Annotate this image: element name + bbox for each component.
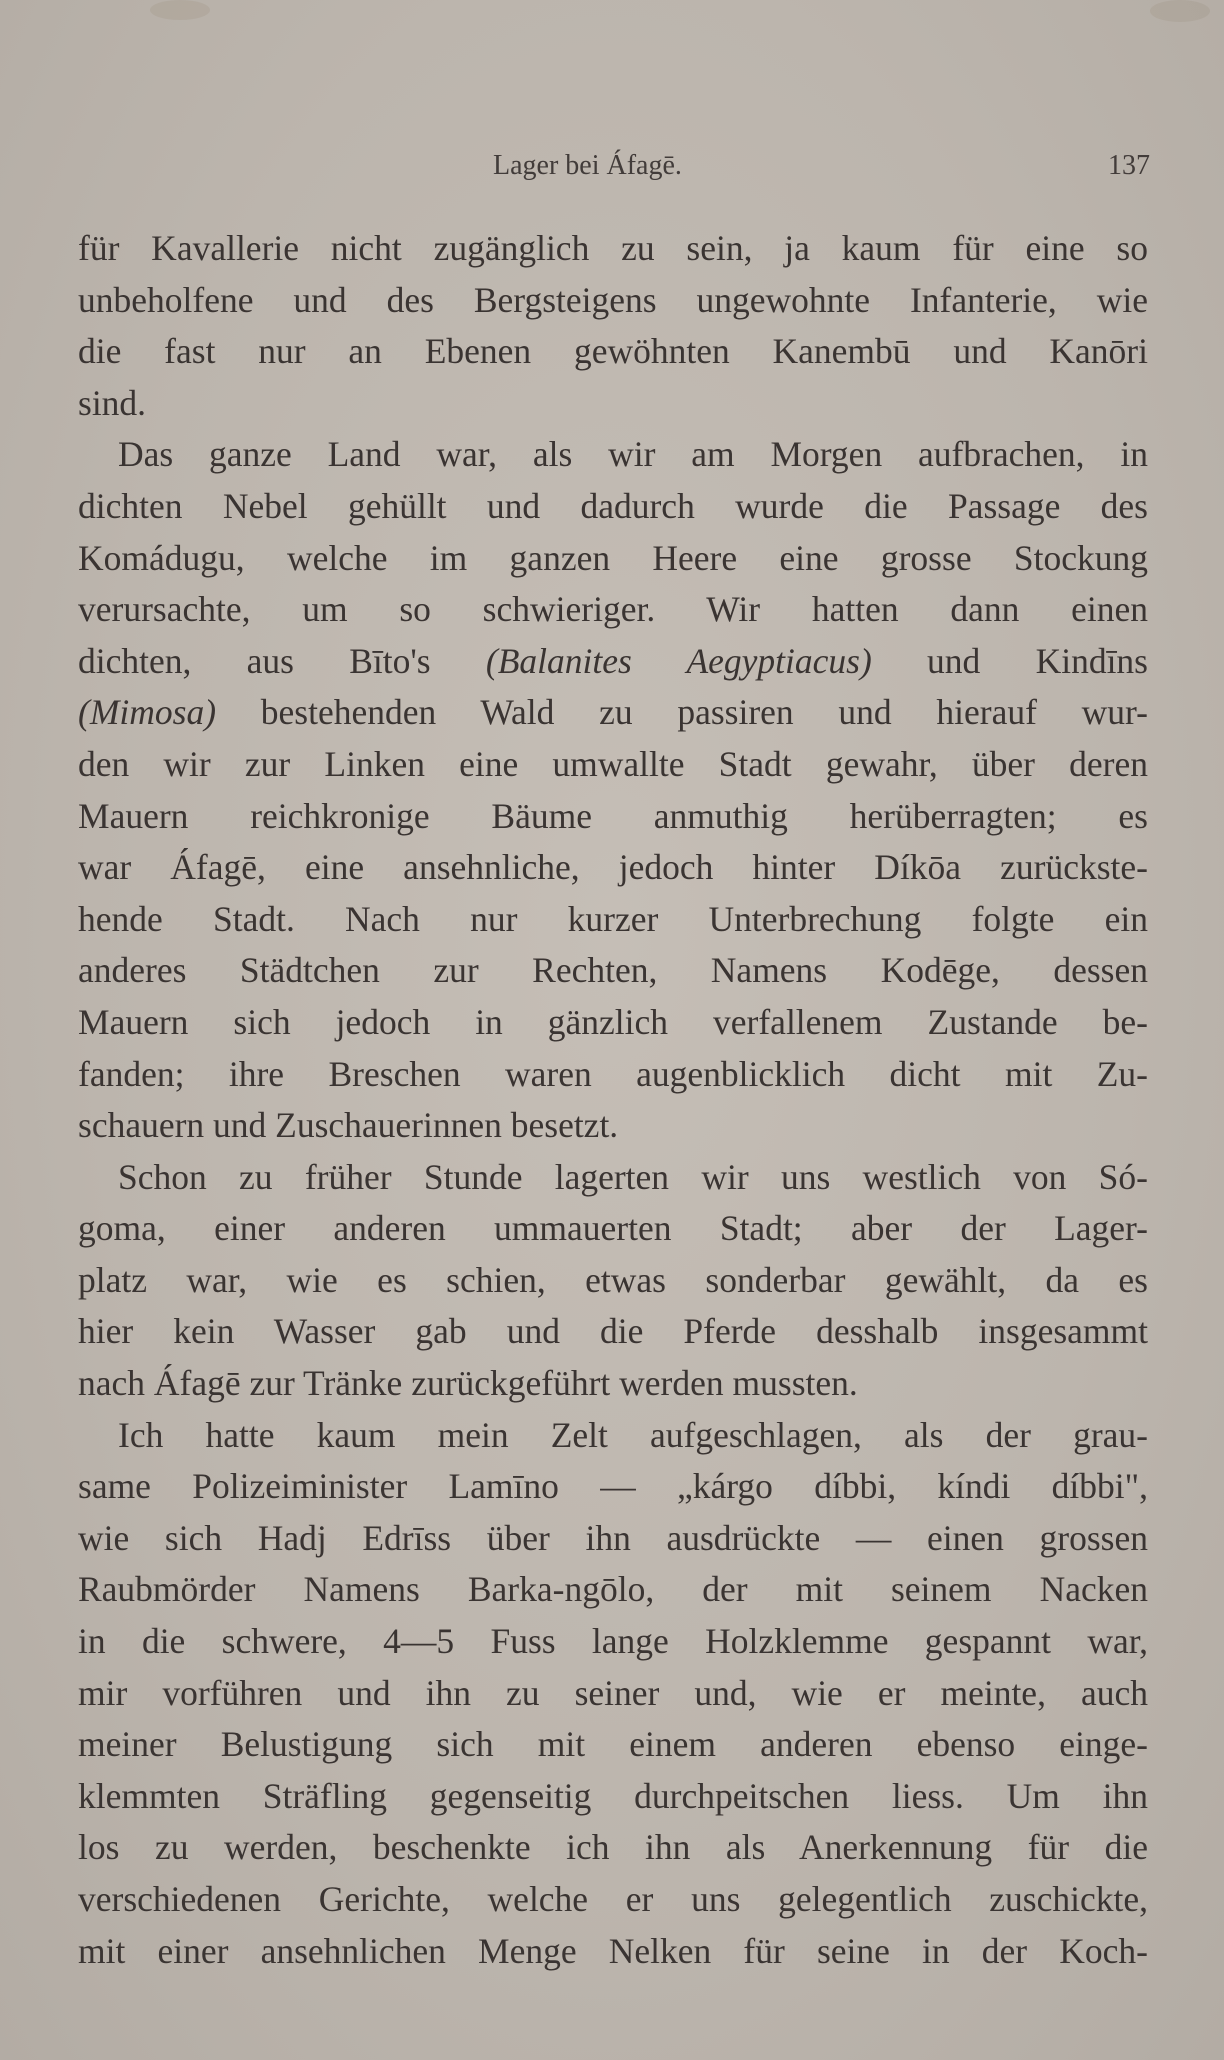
page-header — [78, 150, 1150, 190]
text-line: verursachte, um so schwieriger. Wir hatten dann einen — [78, 589, 1148, 630]
text-line: anderes Städtchen zur Rechten, Namens Kodēge, dessen — [78, 950, 1148, 991]
text-line: mit einer ansehnlichen Menge Nelken für seine in der Koch- — [78, 1930, 1148, 1971]
running-title: Lager bei Áfagē. — [493, 150, 682, 181]
text-line: sind. — [78, 382, 147, 423]
text-line: für Kavallerie nicht zugänglich zu sein, ja kaum für eine so — [78, 228, 1148, 268]
italic-term: (Balanites Aegyptiacus) — [485, 640, 872, 681]
text-line: dichten Nebel gehüllt und dadurch wurde die Passage des — [78, 485, 1148, 526]
text-line: hende Stadt. Nach nur kurzer Unterbrechung folgte ein — [78, 898, 1148, 939]
text-line: Schon zu früher Stunde lagerten wir uns westlich von Só- — [118, 1156, 1148, 1197]
text-line: goma, einer anderen ummauerten Stadt; aber der Lager- — [78, 1208, 1148, 1249]
text-line: in die schwere, 4—5 Fuss lange Holzklemme gespannt war, — [78, 1621, 1148, 1662]
text-line: mir vorführen und ihn zu seiner und, wie er meinte, auch — [78, 1672, 1148, 1713]
text-line: (Mimosa) bestehenden Wald zu passiren und hierauf wur- — [78, 692, 1148, 733]
text-line: Mauern sich jedoch in gänzlich verfallenem Zustande be- — [78, 1001, 1148, 1042]
text-line: same Polizeiminister Lamīno — „kárgo díbbi, kíndi díbbi", — [78, 1466, 1148, 1507]
text-line: los zu werden, beschenkte ich ihn als Anerkennung für die — [78, 1827, 1148, 1868]
body-text — [78, 223, 1148, 1977]
paper-stain — [150, 0, 210, 20]
text-line: klemmten Sträfling gegenseitig durchpeitschen liess. Um ihn — [78, 1775, 1148, 1816]
text-line: die fast nur an Ebenen gewöhnten Kanembū und Kanōri — [78, 331, 1148, 372]
text-line: verschiedenen Gerichte, welche er uns gelegentlich zuschickte, — [78, 1879, 1148, 1919]
text-line: unbeholfene und des Bergsteigens ungewohnte Infanterie, wie — [78, 279, 1148, 320]
text-line: Ich hatte kaum mein Zelt aufgeschlagen, als der grau- — [118, 1414, 1148, 1455]
text-line: nach Áfagē zur Tränke zurückgeführt werden mussten. — [78, 1363, 858, 1404]
text-line: dichten, aus Bīto's (Balanites Aegyptiacus) und Kindīns — [78, 640, 1148, 681]
text-line: fanden; ihre Breschen waren augenblicklich dicht mit Zu- — [78, 1053, 1148, 1094]
text-line: Mauern reichkronige Bäume anmuthig herüberragten; es — [78, 795, 1148, 836]
text-line: Raubmörder Namens Barka-ngōlo, der mit seinem Nacken — [78, 1569, 1148, 1610]
paper-stain — [1150, 0, 1210, 22]
text-line: Komádugu, welche im ganzen Heere eine grosse Stockung — [78, 537, 1148, 578]
page-number: 137 — [1108, 150, 1150, 181]
text-line: war Áfagē, eine ansehnliche, jedoch hinter Díkōa zurückste- — [78, 847, 1148, 888]
text-line: meiner Belustigung sich mit einem anderen ebenso einge- — [78, 1724, 1148, 1765]
text-line: hier kein Wasser gab und die Pferde desshalb insgesammt — [78, 1311, 1148, 1352]
text-line: den wir zur Linken eine umwallte Stadt gewahr, über deren — [78, 743, 1148, 784]
text-line: schauern und Zuschauerinnen besetzt. — [78, 1105, 619, 1146]
text-line: platz war, wie es schien, etwas sonderbar gewählt, da es — [78, 1259, 1148, 1300]
text-line: Das ganze Land war, als wir am Morgen aufbrachen, in — [118, 434, 1148, 475]
text-line: wie sich Hadj Edrīss über ihn ausdrückte — einen grossen — [78, 1517, 1148, 1558]
italic-term: (Mimosa) — [78, 692, 217, 733]
